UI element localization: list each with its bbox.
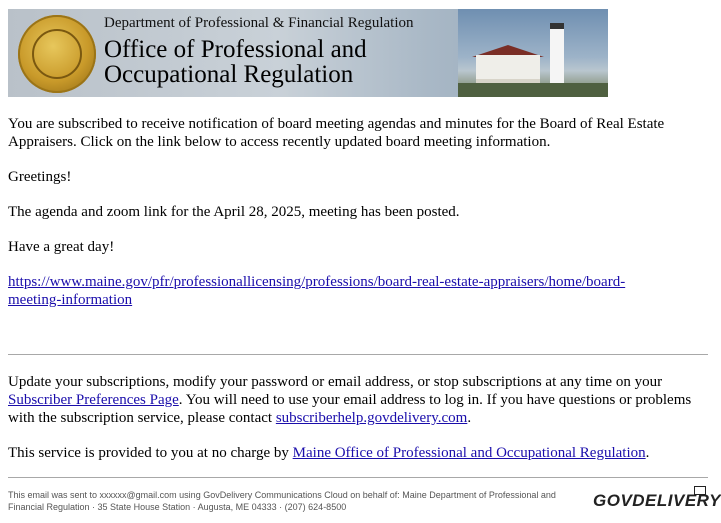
office-name-line2: Occupational Regulation bbox=[104, 61, 354, 88]
subscription-paragraph: Update your subscriptions, modify your password or email address, or stop subscriptions at any time on your Subscriber Preferences Page. You will need to use your email address to log in. If you have questions or problems with the subscription service, please contact subscriberhelp.govdelivery.com. bbox=[8, 374, 692, 426]
divider-bottom bbox=[8, 477, 708, 478]
subscriber-help-link[interactable]: subscriberhelp.govdelivery.com bbox=[275, 410, 468, 426]
header-banner bbox=[8, 9, 608, 97]
subscriber-preferences-link[interactable]: Subscriber Preferences Page bbox=[8, 392, 179, 408]
meeting-notice: The agenda and zoom link for the April 28, 2025, meeting has been posted. bbox=[8, 204, 460, 220]
footer-text: This email was sent to xxxxxx@gmail.com using GovDelivery Communications Cloud on behalf of: Maine Department of Professional and Financial Regulation · 35 State House Station · Augusta, ME 04333 · (207) 624-8500 bbox=[8, 490, 556, 512]
maine-oopr-link[interactable]: Maine Office of Professional and Occupational Regulation bbox=[292, 445, 646, 461]
department-name: Department of Professional & Financial Regulation bbox=[104, 15, 414, 31]
govdelivery-logo: GOVDELIVERY bbox=[593, 491, 721, 510]
lighthouse-image bbox=[458, 9, 608, 97]
intro-paragraph: You are subscribed to receive notification of board meeting agendas and minutes for the Board of Real Estate Appraisers. Click on the link below to access recently updated board meeting information. bbox=[8, 116, 665, 150]
divider-top bbox=[8, 354, 708, 355]
message-body bbox=[8, 115, 708, 309]
board-meeting-link[interactable]: https://www.maine.gov/pfr/professionallicensing/professions/board-real-estate-appraisers/home/board-meeting-information bbox=[8, 274, 626, 308]
envelope-icon bbox=[694, 486, 706, 495]
state-seal-icon bbox=[18, 15, 96, 93]
office-name-line1: Office of Professional and bbox=[104, 36, 367, 63]
greeting: Greetings! bbox=[8, 169, 72, 185]
service-paragraph: This service is provided to you at no charge by Maine Office of Professional and Occupational Regulation. bbox=[8, 445, 650, 461]
signoff: Have a great day! bbox=[8, 239, 115, 255]
subscription-info bbox=[8, 373, 708, 462]
office-name bbox=[104, 37, 367, 87]
